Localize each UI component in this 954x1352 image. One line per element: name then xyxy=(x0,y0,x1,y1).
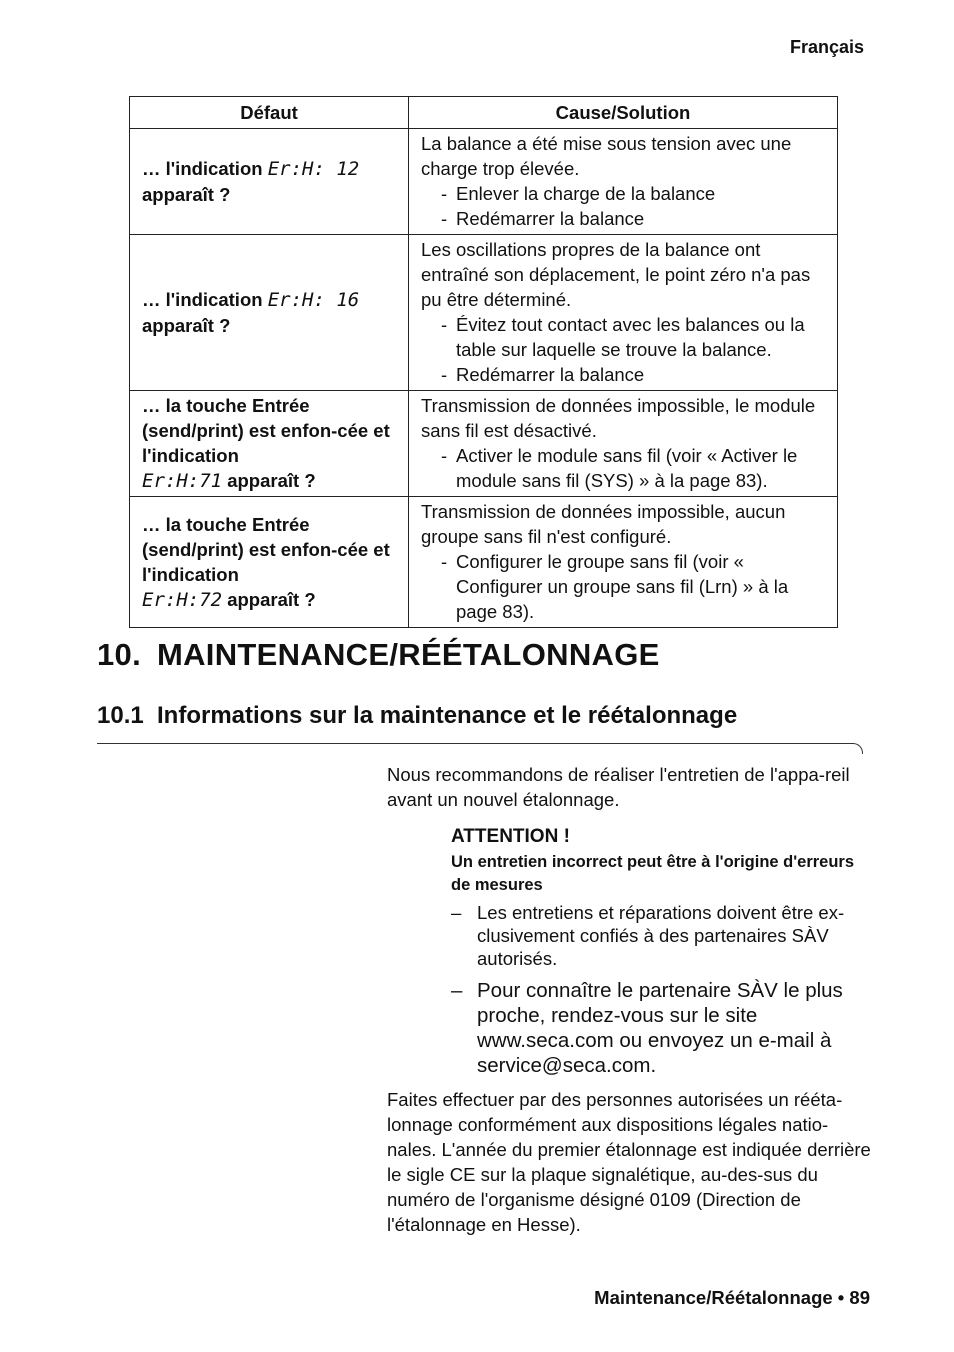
fault-cell xyxy=(130,497,409,628)
warning-item: – Pour connaître le partenaire SÀV le plus proche, rendez-vous sur le site www.seca.com ou envoyez un e-mail à service@seca.com. xyxy=(451,978,871,1078)
table-row xyxy=(130,235,838,391)
table-row xyxy=(130,129,838,235)
recalibration-paragraph: Faites effectuer par des personnes autorisées un rééta-lonnage conformément aux dispositions légales natio-nales. L'année du premier étalonnage est indiquée derrière le sigle CE sur la plaque signalétique, au-des-sus du numéro de l'organisme désigné 0109 (Direction de l'étalonnage en Hesse). xyxy=(387,1089,871,1235)
cause-cell xyxy=(409,129,838,235)
language-label: Français xyxy=(789,37,864,57)
solution-list xyxy=(421,549,833,624)
warning-list xyxy=(451,901,871,970)
error-code: Er:H:71 xyxy=(142,470,223,492)
fault-text-mid: ) est enfon-cée et l'indication xyxy=(142,420,390,466)
section-heading xyxy=(97,637,660,673)
table-header-row xyxy=(130,97,838,129)
intro-paragraph: Nous recommandons de réaliser l'entretien de l'appa-reil avant un nouvel étalonnage. xyxy=(387,764,850,810)
key-name: send/print xyxy=(148,538,238,560)
warning-subtitle: Un entretien incorrect peut être à l'origine d'erreurs de mesures xyxy=(451,853,855,894)
fault-cell xyxy=(130,129,409,235)
cause-cell xyxy=(409,391,838,497)
cause-text: Les oscillations propres de la balance ont entraîné son déplacement, le point zéro n'a pas pu être déterminé. xyxy=(421,239,811,310)
fault-text: … l'indication xyxy=(142,289,268,310)
cause-text: Transmission de données impossible, aucun groupe sans fil n'est configuré. xyxy=(421,501,786,547)
column-header-cause: Cause/Solution xyxy=(409,97,838,129)
section-number: 10. xyxy=(97,637,141,672)
section-title: MAINTENANCE/RÉÉTALONNAGE xyxy=(157,637,660,672)
section-rule xyxy=(97,743,854,744)
solution-list xyxy=(421,443,833,493)
fault-table xyxy=(129,96,838,628)
page-footer: Maintenance/Réétalonnage • 89 xyxy=(594,1287,870,1308)
solution-item: - Redémarrer la balance xyxy=(421,206,833,231)
subsection-heading xyxy=(97,702,737,730)
error-code: Er:H:72 xyxy=(142,588,223,611)
fault-text-end: apparaît ? xyxy=(222,470,316,491)
solution-item: - Enlever la charge de la balance xyxy=(421,181,833,206)
fault-text-end: apparaît ? xyxy=(142,315,231,336)
error-code: Er:H: 16 xyxy=(267,289,360,311)
fault-text: … l'indication xyxy=(142,158,268,179)
warning-title: ATTENTION ! xyxy=(451,826,570,847)
table-row xyxy=(130,497,838,628)
warning-item: – Les entretiens et réparations doivent être ex-clusivement confiés à des partenaires SÀV autorisés. xyxy=(451,901,871,970)
solution-item: - Évitez tout contact avec les balances ou la table sur laquelle se trouve la balance. xyxy=(421,312,833,362)
table-row xyxy=(130,391,838,497)
cause-text: La balance a été mise sous tension avec une charge trop élevée. xyxy=(421,133,792,179)
section-rule-corner xyxy=(852,743,863,754)
fault-text-mid: ) est enfon-cée et l'indication xyxy=(142,538,390,585)
fault-cell xyxy=(130,391,409,497)
column-header-fault: Défaut xyxy=(130,97,409,129)
solution-item: - Activer le module sans fil (voir « Activer le module sans fil (SYS) » à la page 83). xyxy=(421,443,833,493)
cause-text: Transmission de données impossible, le module sans fil est désactivé. xyxy=(421,395,816,441)
warning-list xyxy=(451,978,871,1078)
fault-text-end: apparaît ? xyxy=(222,588,316,610)
fault-text: … la touche Entrée ( xyxy=(142,395,310,441)
key-name: send/print xyxy=(148,420,238,441)
fault-cell xyxy=(130,235,409,391)
solution-item: - Redémarrer la balance xyxy=(421,362,833,387)
subsection-number: 10.1 xyxy=(97,702,144,729)
fault-text: … la touche Entrée ( xyxy=(142,513,310,560)
cause-cell xyxy=(409,235,838,391)
solution-list xyxy=(421,312,833,387)
solution-item: - Configurer le groupe sans fil (voir « Configurer un groupe sans fil (Lrn) » à la page 83). xyxy=(421,549,833,624)
cause-cell xyxy=(409,497,838,628)
fault-text-end: apparaît ? xyxy=(142,184,231,205)
error-code: Er:H: 12 xyxy=(267,158,360,180)
subsection-title: Informations sur la maintenance et le réétalonnage xyxy=(157,702,738,729)
solution-list xyxy=(421,181,833,231)
